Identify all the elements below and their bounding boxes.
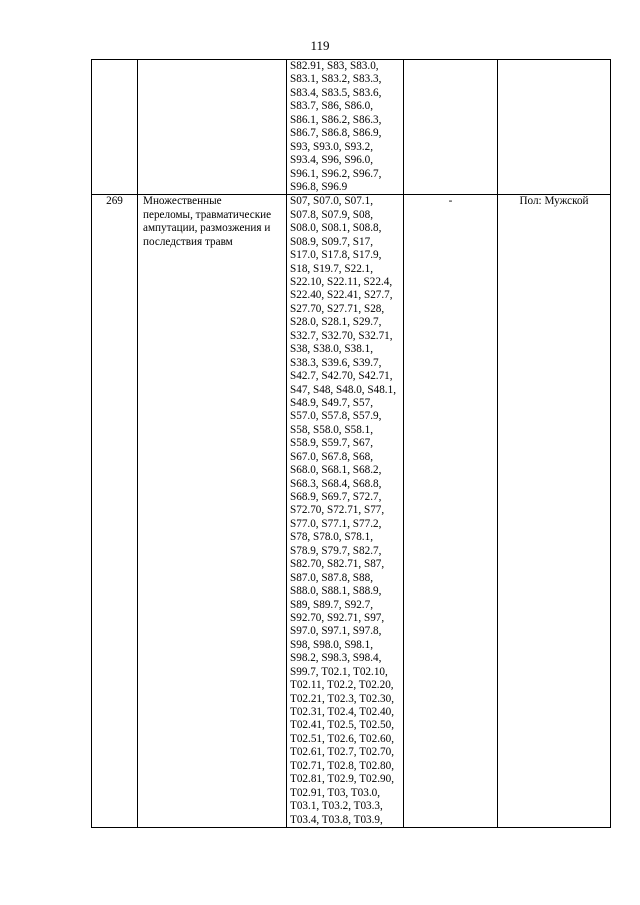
icd-code-line: T02.51, T02.6, T02.60, bbox=[290, 732, 395, 745]
icd-code-line: S67.0, S67.8, S68, bbox=[290, 450, 373, 463]
icd-code-line: S82.91, S83, S83.0, bbox=[290, 60, 379, 72]
gender-cell: Пол: Мужской bbox=[498, 195, 611, 828]
icd-code-line: T02.11, T02.2, T02.20, bbox=[290, 679, 394, 692]
restriction-cell bbox=[404, 60, 498, 195]
icd-code-line: S07, S07.0, S07.1, bbox=[290, 195, 373, 208]
icd-code-line: S86.1, S86.2, S86.3, bbox=[290, 113, 382, 126]
icd-code-line: S68.3, S68.4, S68.8, bbox=[290, 477, 382, 490]
page-number: 119 bbox=[310, 38, 330, 53]
icd-code-line: S97.0, S97.1, S97.8, bbox=[290, 625, 382, 638]
gender-cell bbox=[498, 60, 611, 195]
icd-code-line: T03.4, T03.8, T03.9, bbox=[290, 813, 383, 826]
icd-code-line: T02.81, T02.9, T02.90, bbox=[290, 773, 395, 786]
icd-code-line: T02.21, T02.3, T02.30, bbox=[290, 692, 395, 705]
icd-code-line: S93, S93.0, S93.2, bbox=[290, 140, 373, 153]
icd-code-line: S07.8, S07.9, S08, bbox=[290, 208, 373, 221]
icd-code-line: S77.0, S77.1, S77.2, bbox=[290, 517, 382, 530]
icd-code-line: S22.40, S22.41, S27.7, bbox=[290, 289, 393, 302]
icd-code-line: S98.2, S98.3, S98.4, bbox=[290, 652, 382, 665]
icd-code-line: S48.9, S49.7, S57, bbox=[290, 396, 373, 409]
icd-code-line: S08.9, S09.7, S17, bbox=[290, 235, 373, 248]
diagnosis-name-cell bbox=[138, 195, 287, 828]
icd-code-line: S58.9, S59.7, S67, bbox=[290, 437, 373, 450]
icd-code-line: S93.4, S96, S96.0, bbox=[290, 154, 373, 167]
icd-code-line: S96.8, S96.9 bbox=[290, 180, 348, 193]
icd-code-line: S83.4, S83.5, S83.6, bbox=[290, 86, 382, 99]
icd-code-line: S82.70, S82.71, S87, bbox=[290, 558, 385, 571]
table-body bbox=[92, 60, 611, 828]
icd-code-line: T02.31, T02.4, T02.40, bbox=[290, 706, 395, 718]
icd-code-line: S42.7, S42.70, S42.71, bbox=[290, 370, 393, 383]
icd-code-line: S78, S78.0, S78.1, bbox=[290, 531, 373, 544]
icd-code-line: S83.1, S83.2, S83.3, bbox=[290, 73, 382, 86]
icd-code-line: S47, S48, S48.0, S48.1, bbox=[290, 383, 396, 396]
diagnosis-name-cell bbox=[138, 60, 287, 195]
icd-code-line: S32.7, S32.70, S32.71, bbox=[290, 329, 393, 342]
icd-code-line: S87.0, S87.8, S88, bbox=[290, 571, 373, 584]
icd-code-line: S17.0, S17.8, S17.9, bbox=[290, 249, 382, 262]
icd-code-line: S88.0, S88.1, S88.9, bbox=[290, 585, 382, 598]
restriction-cell: - bbox=[404, 195, 498, 828]
icd-code-line: S08.0, S08.1, S08.8, bbox=[290, 222, 382, 235]
row-number-cell bbox=[92, 60, 138, 195]
document-table bbox=[91, 59, 611, 828]
icd-codes-cell bbox=[287, 60, 404, 195]
icd-code-line: S72.70, S72.71, S77, bbox=[290, 504, 385, 517]
icd-code-line: S57.0, S57.8, S57.9, bbox=[290, 410, 382, 423]
row-number-cell: 269 bbox=[92, 195, 138, 828]
icd-code-line: S28.0, S28.1, S29.7, bbox=[290, 316, 382, 329]
diagnosis-name-line: ампутации, размозжения и bbox=[143, 222, 271, 235]
icd-code-line: S27.70, S27.71, S28, bbox=[290, 302, 385, 315]
icd-code-line: S98, S98.0, S98.1, bbox=[290, 638, 373, 651]
icd-code-line: S99.7, T02.1, T02.10, bbox=[290, 665, 388, 678]
icd-code-line: S22.10, S22.11, S22.4, bbox=[290, 276, 393, 288]
icd-code-line: S78.9, S79.7, S82.7, bbox=[290, 544, 382, 557]
table-row bbox=[92, 195, 611, 828]
icd-code-line: T02.91, T03, T03.0, bbox=[290, 786, 381, 799]
icd-code-line: T03.1, T03.2, T03.3, bbox=[290, 800, 383, 813]
icd-codes-cell bbox=[287, 195, 404, 828]
icd-code-line: T02.71, T02.8, T02.80, bbox=[290, 759, 395, 772]
icd-code-line: S83.7, S86, S86.0, bbox=[290, 100, 373, 113]
diagnosis-name-line: переломы, травматические bbox=[143, 208, 272, 221]
icd-code-line: S38.3, S39.6, S39.7, bbox=[290, 356, 382, 369]
diagnosis-name-line: Множественные bbox=[143, 195, 222, 208]
icd-code-line: S96.1, S96.2, S96.7, bbox=[290, 167, 382, 180]
table-row bbox=[92, 60, 611, 195]
icd-code-line: S58, S58.0, S58.1, bbox=[290, 423, 373, 436]
icd-code-line: S68.9, S69.7, S72.7, bbox=[290, 491, 382, 503]
icd-code-line: S92.70, S92.71, S97, bbox=[290, 611, 385, 624]
icd-code-line: S68.0, S68.1, S68.2, bbox=[290, 464, 382, 477]
icd-code-line: S89, S89.7, S92.7, bbox=[290, 598, 373, 611]
icd-code-line: S38, S38.0, S38.1, bbox=[290, 343, 373, 356]
icd-code-line: T02.41, T02.5, T02.50, bbox=[290, 719, 395, 732]
icd-code-line: T02.61, T02.7, T02.70, bbox=[290, 746, 395, 759]
diagnosis-name-line: последствия травм bbox=[143, 235, 233, 248]
icd-code-line: S86.7, S86.8, S86.9, bbox=[290, 127, 382, 140]
icd-code-line: S18, S19.7, S22.1, bbox=[290, 262, 373, 275]
